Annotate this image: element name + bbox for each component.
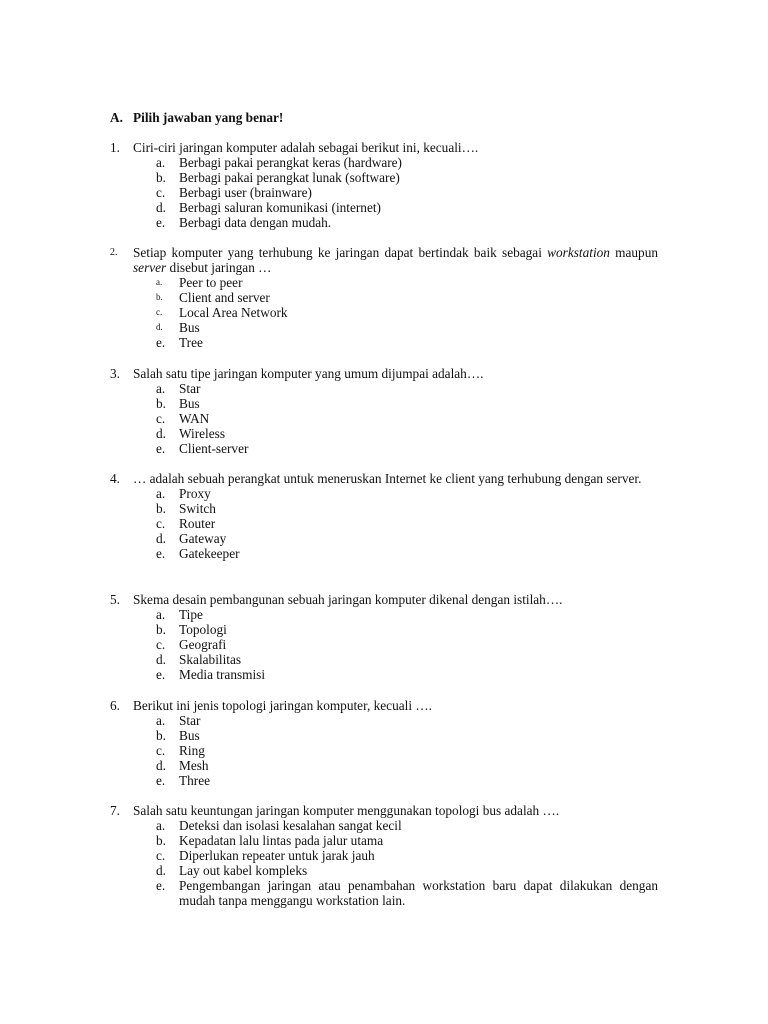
question-2 bbox=[110, 245, 658, 350]
option-letter: e. bbox=[156, 878, 166, 893]
option-letter: d. bbox=[156, 200, 166, 215]
option-letter: e. bbox=[156, 546, 166, 561]
section-letter: A. bbox=[110, 110, 123, 125]
option-letter: d. bbox=[156, 863, 166, 878]
option-text: WAN bbox=[179, 411, 210, 426]
option-text: Media transmisi bbox=[179, 667, 266, 682]
option-item bbox=[110, 426, 658, 441]
option-text: Gateway bbox=[179, 531, 227, 546]
option-list bbox=[110, 818, 658, 908]
option-item bbox=[110, 335, 658, 350]
option-item bbox=[110, 320, 658, 335]
question-text bbox=[133, 245, 658, 275]
option-item bbox=[110, 411, 658, 426]
question-number: 2. bbox=[110, 247, 118, 258]
option-letter: a. bbox=[156, 818, 166, 833]
option-letter: d. bbox=[156, 426, 166, 441]
question-number: 5. bbox=[110, 592, 120, 607]
option-text: Kepadatan lalu lintas pada jalur utama bbox=[179, 833, 384, 848]
option-item bbox=[110, 833, 658, 848]
question-6 bbox=[110, 698, 658, 788]
option-text: Bus bbox=[179, 320, 200, 335]
option-item bbox=[110, 441, 658, 456]
question-5 bbox=[110, 592, 658, 682]
option-letter: d. bbox=[156, 322, 163, 332]
option-text: Berbagi pakai perangkat keras (hardware) bbox=[179, 155, 402, 170]
option-text: Three bbox=[179, 773, 211, 788]
option-letter: e. bbox=[156, 335, 166, 350]
option-letter: e. bbox=[156, 667, 166, 682]
option-letter: a. bbox=[156, 713, 166, 728]
question-text: Ciri-ciri jaringan komputer adalah sebagai berikut ini, kecuali…. bbox=[133, 140, 479, 155]
option-text: Local Area Network bbox=[179, 305, 288, 320]
option-letter: c. bbox=[156, 848, 166, 863]
question-7 bbox=[110, 803, 658, 908]
question-text-emphasis: workstation bbox=[547, 245, 610, 260]
option-item bbox=[110, 713, 658, 728]
option-item bbox=[110, 185, 658, 200]
option-letter: e. bbox=[156, 773, 166, 788]
option-letter: c. bbox=[156, 637, 166, 652]
option-text: Star bbox=[179, 381, 201, 396]
option-item bbox=[110, 773, 658, 788]
question-text: Berikut ini jenis topologi jaringan komputer, kecuali …. bbox=[133, 698, 432, 713]
question-4 bbox=[110, 471, 658, 561]
option-item bbox=[110, 275, 658, 290]
option-item bbox=[110, 667, 658, 682]
option-list bbox=[110, 155, 658, 230]
option-letter: b. bbox=[156, 501, 166, 516]
section-heading bbox=[110, 110, 283, 125]
option-letter: a. bbox=[156, 381, 166, 396]
option-text: Deteksi dan isolasi kesalahan sangat kecil bbox=[179, 818, 402, 833]
option-item bbox=[110, 381, 658, 396]
option-item bbox=[110, 622, 658, 637]
option-letter: a. bbox=[156, 486, 166, 501]
option-item bbox=[110, 728, 658, 743]
option-item bbox=[110, 652, 658, 667]
option-text: Skalabilitas bbox=[179, 652, 242, 667]
section-title: Pilih jawaban yang benar! bbox=[133, 110, 284, 125]
option-text: Geografi bbox=[179, 637, 227, 652]
option-text: Berbagi data dengan mudah. bbox=[179, 215, 332, 230]
option-text: Star bbox=[179, 713, 201, 728]
option-letter: b. bbox=[156, 622, 166, 637]
option-item bbox=[110, 215, 658, 230]
option-letter: b. bbox=[156, 728, 166, 743]
option-letter: d. bbox=[156, 531, 166, 546]
option-item bbox=[110, 170, 658, 185]
option-list bbox=[110, 381, 658, 456]
option-text: Client and server bbox=[179, 290, 270, 305]
question-text: Skema desain pembangunan sebuah jaringan komputer dikenal dengan istilah…. bbox=[133, 592, 563, 607]
option-letter: c. bbox=[156, 307, 163, 317]
option-text: Wireless bbox=[179, 426, 225, 441]
option-item bbox=[110, 396, 658, 411]
option-item bbox=[110, 758, 658, 773]
option-letter: b. bbox=[156, 833, 166, 848]
option-item bbox=[110, 818, 658, 833]
option-text: Berbagi user (brainware) bbox=[179, 185, 312, 200]
option-item bbox=[110, 848, 658, 863]
option-list bbox=[110, 607, 658, 682]
option-text: Mesh bbox=[179, 758, 209, 773]
option-letter: a. bbox=[156, 607, 166, 622]
option-letter: d. bbox=[156, 758, 166, 773]
option-list bbox=[110, 713, 658, 788]
option-letter: e. bbox=[156, 441, 166, 456]
question-text: … adalah sebuah perangkat untuk meneruskan Internet ke client yang terhubung dengan server. bbox=[133, 471, 642, 486]
option-item bbox=[110, 501, 658, 516]
option-letter: c. bbox=[156, 743, 166, 758]
option-text: Diperlukan repeater untuk jarak jauh bbox=[179, 848, 375, 863]
question-text-emphasis: server bbox=[133, 260, 167, 275]
option-letter: a. bbox=[156, 155, 166, 170]
option-item bbox=[110, 546, 658, 561]
option-letter: b. bbox=[156, 292, 163, 302]
option-item bbox=[110, 878, 658, 908]
option-text: Pengembangan jaringan atau penambahan workstation baru dapat dilakukan dengan mudah tanpa menggangu workstation lain. bbox=[179, 878, 658, 908]
option-list bbox=[110, 275, 658, 350]
option-text: Berbagi pakai perangkat lunak (software) bbox=[179, 170, 400, 185]
option-text: Peer to peer bbox=[179, 275, 243, 290]
option-item bbox=[110, 743, 658, 758]
option-text: Bus bbox=[179, 396, 200, 411]
option-letter: b. bbox=[156, 396, 166, 411]
option-text: Gatekeeper bbox=[179, 546, 240, 561]
option-letter: a. bbox=[156, 277, 163, 287]
option-item bbox=[110, 516, 658, 531]
option-text: Tree bbox=[179, 335, 203, 350]
option-letter: e. bbox=[156, 215, 166, 230]
option-item bbox=[110, 305, 658, 320]
option-text: Berbagi saluran komunikasi (internet) bbox=[179, 200, 381, 215]
question-number: 3. bbox=[110, 366, 120, 381]
option-text: Client-server bbox=[179, 441, 249, 456]
question-text-part: Setiap komputer yang terhubung ke jaringan dapat bertindak baik sebagai bbox=[133, 245, 542, 260]
option-text: Ring bbox=[179, 743, 205, 758]
option-list bbox=[110, 486, 658, 561]
option-item bbox=[110, 637, 658, 652]
option-letter: d. bbox=[156, 652, 166, 667]
question-text: Salah satu tipe jaringan komputer yang umum dijumpai adalah…. bbox=[133, 366, 484, 381]
option-text: Topologi bbox=[179, 622, 227, 637]
question-text-part: disebut jaringan … bbox=[166, 260, 272, 275]
option-letter: b. bbox=[156, 170, 166, 185]
option-letter: c. bbox=[156, 516, 166, 531]
question-number: 1. bbox=[110, 140, 120, 155]
option-item bbox=[110, 155, 658, 170]
option-text: Proxy bbox=[179, 486, 211, 501]
question-text: Salah satu keuntungan jaringan komputer menggunakan topologi bus adalah …. bbox=[133, 803, 560, 818]
option-letter: c. bbox=[156, 411, 166, 426]
option-item bbox=[110, 863, 658, 878]
question-text-part: maupun bbox=[609, 245, 659, 260]
option-item bbox=[110, 200, 658, 215]
option-text: Bus bbox=[179, 728, 200, 743]
question-number: 6. bbox=[110, 698, 120, 713]
option-item bbox=[110, 607, 658, 622]
option-item bbox=[110, 486, 658, 501]
option-item bbox=[110, 290, 658, 305]
question-3 bbox=[110, 366, 658, 456]
question-number: 4. bbox=[110, 471, 120, 486]
option-text: Switch bbox=[179, 501, 216, 516]
option-letter: c. bbox=[156, 185, 166, 200]
question-1 bbox=[110, 140, 658, 230]
option-text: Lay out kabel kompleks bbox=[179, 863, 308, 878]
option-text: Tipe bbox=[179, 607, 203, 622]
option-text: Router bbox=[179, 516, 216, 531]
question-number: 7. bbox=[110, 803, 120, 818]
option-item bbox=[110, 531, 658, 546]
